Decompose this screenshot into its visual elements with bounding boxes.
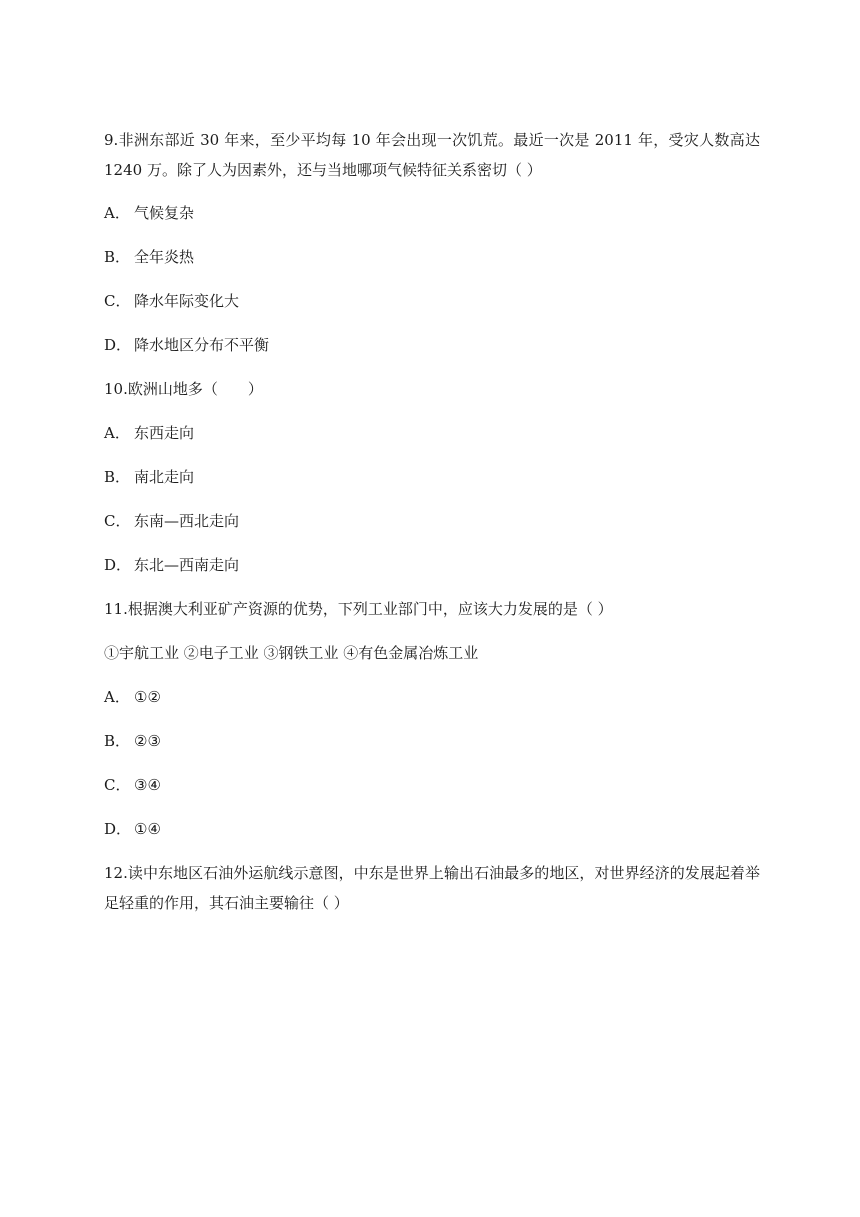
option-letter: D． xyxy=(104,336,132,354)
question-11-option-d xyxy=(104,819,161,839)
option-text: ①④ xyxy=(134,820,161,838)
option-text: 降水地区分布不平衡 xyxy=(134,336,270,354)
question-10-option-a xyxy=(104,423,194,443)
option-letter: B． xyxy=(104,468,131,486)
option-text: 全年炎热 xyxy=(134,248,195,266)
question-9-option-b xyxy=(104,247,194,267)
option-text: ②③ xyxy=(134,732,161,750)
option-letter: C． xyxy=(104,512,131,530)
option-letter: C． xyxy=(104,776,131,794)
question-10-option-d xyxy=(104,555,239,575)
question-11-stem: 11.根据澳大利亚矿产资源的优势，下列工业部门中，应该大力发展的是（ ） xyxy=(104,600,613,618)
option-text: 东西走向 xyxy=(134,424,195,442)
question-9-stem: 9.非洲东部近 30 年来，至少平均每 10 年会出现一次饥荒。最近一次是 2011 年，受灾人数高达 1240 万。除了人为因素外，还与当地哪项气候特征关系密切（ ） xyxy=(104,131,760,179)
option-text: 东北—西南走向 xyxy=(134,556,240,574)
question-11-option-b xyxy=(104,731,161,751)
question-12-stem: 12.读中东地区石油外运航线示意图，中东是世界上输出石油最多的地区，对世界经济的发展起着举足轻重的作用，其石油主要输往（ ） xyxy=(104,864,760,912)
option-letter: A． xyxy=(104,688,130,706)
question-10-stem: 10.欧洲山地多（ ） xyxy=(104,380,263,398)
option-text: 气候复杂 xyxy=(134,204,195,222)
option-letter: D． xyxy=(104,820,132,838)
question-11-option-a xyxy=(104,687,161,707)
question-9-option-a xyxy=(104,203,194,223)
option-letter: D． xyxy=(104,556,132,574)
question-11-choices-note: ①宇航工业 ②电子工业 ③钢铁工业 ④有色金属冶炼工业 xyxy=(104,644,479,662)
option-text: ③④ xyxy=(134,776,161,794)
option-text: 南北走向 xyxy=(134,468,195,486)
option-letter: B． xyxy=(104,248,131,266)
option-letter: C． xyxy=(104,292,131,310)
option-text: 东南—西北走向 xyxy=(134,512,240,530)
question-10-option-c xyxy=(104,511,239,531)
option-text: 降水年际变化大 xyxy=(134,292,240,310)
option-letter: A． xyxy=(104,204,130,222)
question-9-option-d xyxy=(104,335,269,355)
question-10-option-b xyxy=(104,467,194,487)
question-9-option-c xyxy=(104,291,239,311)
option-letter: A． xyxy=(104,424,130,442)
option-letter: B． xyxy=(104,732,131,750)
question-11-option-c xyxy=(104,775,161,795)
option-text: ①② xyxy=(134,688,161,706)
